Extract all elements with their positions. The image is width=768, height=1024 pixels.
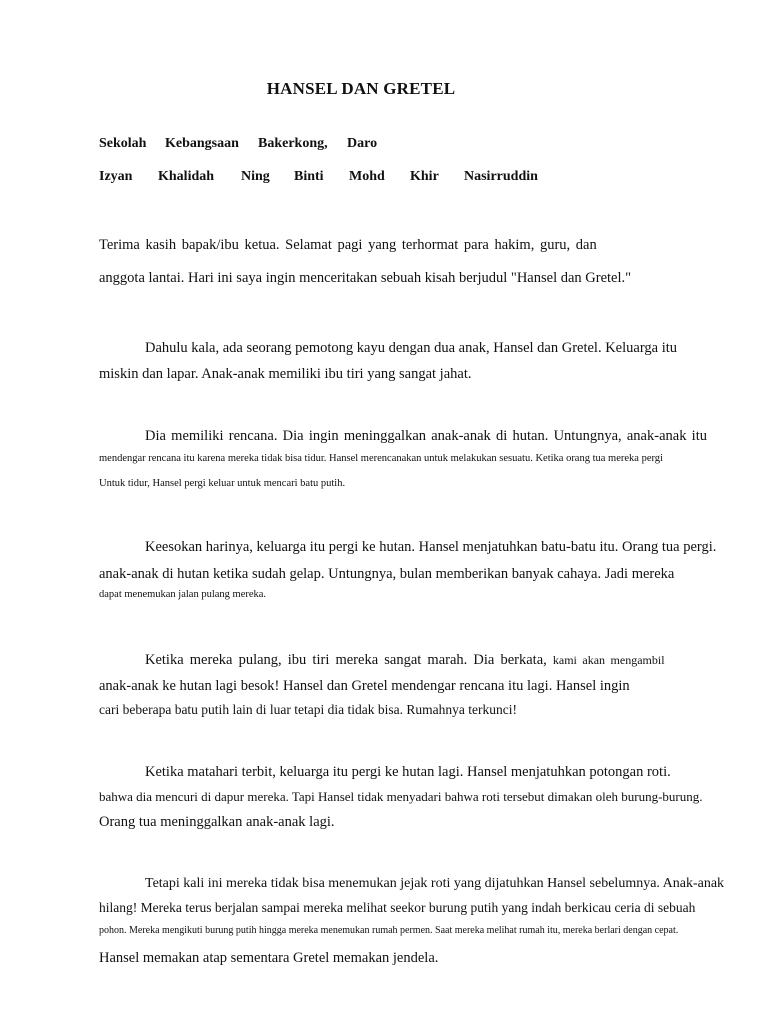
school-word: Sekolah bbox=[99, 136, 147, 151]
paragraph-line: Tetapi kali ini mereka tidak bisa menemukan jejak roti yang dijatuhkan Hansel sebelumnya. Anak-anak bbox=[145, 876, 725, 891]
intro-line: anggota lantai. Hari ini saya ingin menceritakan sebuah kisah berjudul "Hansel dan Gretel." bbox=[99, 270, 632, 286]
document-title: HANSEL DAN GRETEL bbox=[266, 79, 456, 98]
author-word: Izyan bbox=[99, 169, 133, 184]
paragraph-text: Ketika mereka pulang, ibu tiri mereka sangat marah. Dia berkata, bbox=[145, 652, 547, 668]
paragraph-line: anak-anak di hutan ketika sudah gelap. Untungnya, bulan memberikan banyak cahaya. Jadi mereka bbox=[99, 566, 675, 582]
paragraph-line: Keesokan harinya, keluarga itu pergi ke hutan. Hansel menjatuhkan batu-batu itu. Orang tua pergi. bbox=[145, 539, 717, 555]
paragraph-line: Untuk tidur, Hansel pergi keluar untuk mencari batu putih. bbox=[99, 478, 346, 489]
author-line bbox=[99, 170, 538, 184]
paragraph-line: anak-anak ke hutan lagi besok! Hansel dan Gretel mendengar rencana itu lagi. Hansel ingin bbox=[99, 678, 630, 694]
paragraph-line bbox=[145, 653, 665, 668]
paragraph-text-small: kami akan mengambil bbox=[552, 653, 665, 667]
paragraph-line: bahwa dia mencuri di dapur mereka. Tapi Hansel tidak menyadari bahwa roti tersebut dimakan oleh burung-burung. bbox=[99, 789, 703, 804]
author-word: Nasirruddin bbox=[464, 169, 538, 184]
author-word: Ning bbox=[241, 169, 270, 184]
intro-line: Terima kasih bapak/ibu ketua. Selamat pagi yang terhormat para hakim, guru, dan bbox=[99, 237, 597, 253]
paragraph-line: miskin dan lapar. Anak-anak memiliki ibu tiri yang sangat jahat. bbox=[99, 366, 472, 382]
school-word: Daro bbox=[347, 136, 378, 151]
author-word: Binti bbox=[294, 169, 324, 184]
school-word: Bakerkong, bbox=[258, 136, 328, 151]
paragraph-line: hilang! Mereka terus berjalan sampai mereka melihat seekor burung putih yang indah berkicau ceria di sebuah bbox=[99, 900, 696, 915]
paragraph-line: Orang tua meninggalkan anak-anak lagi. bbox=[99, 814, 335, 830]
school-line bbox=[99, 137, 377, 151]
paragraph-line: Dahulu kala, ada seorang pemotong kayu dengan dua anak, Hansel dan Gretel. Keluarga itu bbox=[145, 340, 678, 356]
paragraph-line: pohon. Mereka mengikuti burung putih hingga mereka menemukan rumah permen. Saat mereka melihat rumah itu, mereka berlari dengan cepat. bbox=[99, 925, 679, 936]
school-word: Kebangsaan bbox=[165, 136, 239, 151]
paragraph-line: mendengar rencana itu karena mereka tidak bisa tidur. Hansel merencanakan untuk melakukan sesuatu. Ketika orang tua mereka pergi bbox=[99, 453, 663, 464]
author-word: Khalidah bbox=[158, 169, 215, 184]
paragraph-line: Hansel memakan atap sementara Gretel memakan jendela. bbox=[99, 950, 439, 966]
paragraph-line: cari beberapa batu putih lain di luar tetapi dia tidak bisa. Rumahnya terkunci! bbox=[99, 702, 517, 717]
paragraph-line: Dia memiliki rencana. Dia ingin meninggalkan anak-anak di hutan. Untungnya, anak-anak itu bbox=[145, 428, 707, 444]
paragraph-line: dapat menemukan jalan pulang mereka. bbox=[99, 589, 267, 600]
author-word: Mohd bbox=[349, 169, 385, 184]
author-word: Khir bbox=[410, 169, 439, 184]
paragraph-line: Ketika matahari terbit, keluarga itu pergi ke hutan lagi. Hansel menjatuhkan potongan roti. bbox=[145, 764, 671, 780]
